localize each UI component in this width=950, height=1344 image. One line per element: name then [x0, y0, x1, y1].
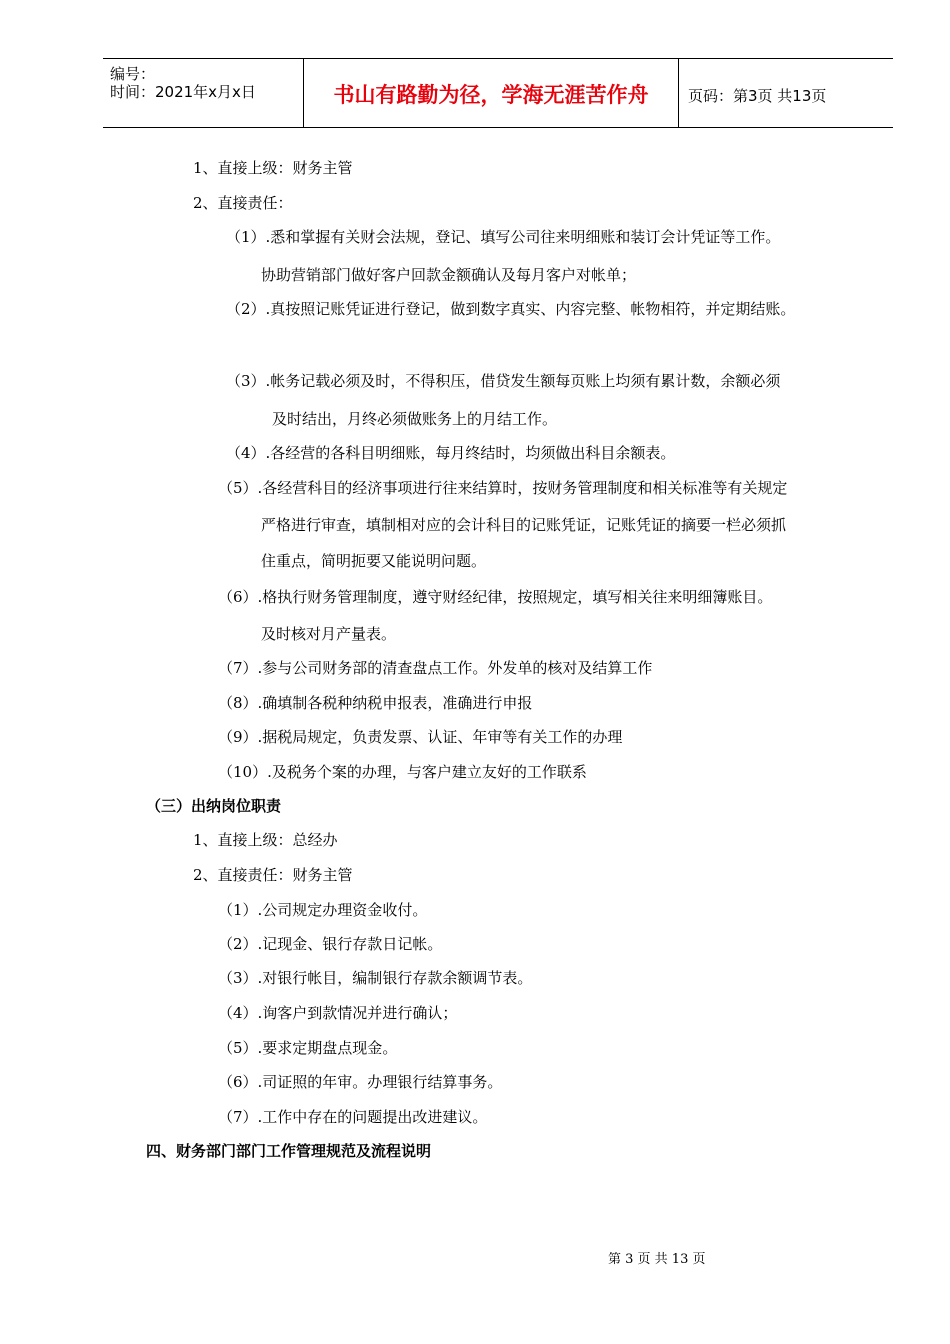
page-header	[103, 58, 893, 128]
body-line: （3）.帐务记载必须及时，不得积压，借贷发生额每页账上均须有累计数，余额必须	[226, 372, 781, 390]
body-line: （10）.及税务个案的办理，与客户建立友好的工作联系	[218, 763, 587, 781]
body-line: （3）.对银行帐目，编制银行存款余额调节表。	[218, 969, 533, 987]
body-line: 1、直接上级：总经办	[193, 831, 338, 849]
body-line: 住重点，简明扼要又能说明问题。	[261, 552, 487, 570]
body-line: （2）.记现金、银行存款日记帐。	[218, 935, 443, 953]
body-line: （4）.各经营的各科目明细账，每月终结时，均须做出科目余额表。	[226, 444, 676, 462]
body-line: 严格进行审查，填制相对应的会计科目的记账凭证，记账凭证的摘要一栏必须抓	[261, 516, 787, 534]
section-heading: （三）出纳岗位职责	[146, 797, 282, 815]
body-line: 及时核对月产量表。	[261, 625, 397, 643]
body-line: 2、直接责任：	[193, 194, 293, 212]
document-number-label: 编号：	[110, 65, 156, 83]
body-line: （9）.据税局规定，负责发票、认证、年审等有关工作的办理	[218, 728, 623, 746]
body-line: 及时结出，月终必须做账务上的月结工作。	[272, 410, 558, 428]
body-line: （6）.司证照的年审。办理银行结算事务。	[218, 1073, 503, 1091]
document-time-label: 时间：2021年x月x日	[110, 83, 256, 101]
body-line: （1）.悉和掌握有关财会法规，登记、填写公司往来明细账和装订会计凭证等工作。	[226, 228, 781, 246]
body-line: （7）.参与公司财务部的清查盘点工作。外发单的核对及结算工作	[218, 659, 653, 677]
body-line: （7）.工作中存在的问题提出改进建议。	[218, 1108, 488, 1126]
body-line: （4）.询客户到款情况并进行确认；	[218, 1004, 458, 1022]
header-motto-cell	[303, 59, 679, 127]
header-left-cell	[103, 59, 303, 127]
body-line: 2、直接责任：财务主管	[193, 866, 353, 884]
body-line: （1）.公司规定办理资金收付。	[218, 901, 428, 919]
body-line: 协助营销部门做好客户回款金额确认及每月客户对帐单；	[261, 266, 637, 284]
page-footer: 第 3 页 共 13 页	[608, 1252, 706, 1267]
body-line: （5）.要求定期盘点现金。	[218, 1039, 398, 1057]
section-heading: 四、财务部门部门工作管理规范及流程说明	[146, 1142, 432, 1160]
body-line: （2）.真按照记账凭证进行登记，做到数字真实、内容完整、帐物相符，并定期结账。	[226, 300, 796, 318]
body-line: 1、直接上级：财务主管	[193, 159, 353, 177]
body-line: （5）.各经营科目的经济事项进行往来结算时，按财务管理制度和相关标准等有关规定	[218, 479, 788, 497]
header-page-cell	[678, 59, 893, 127]
header-page-number: 页码：第3页 共13页	[688, 87, 827, 105]
body-line: （6）.格执行财务管理制度，遵守财经纪律，按照规定，填写相关往来明细簿账目。	[218, 588, 773, 606]
header-motto: 书山有路勤为径，学海无涯苦作舟	[333, 82, 649, 107]
body-line: （8）.确填制各税种纳税申报表，准确进行申报	[218, 694, 533, 712]
